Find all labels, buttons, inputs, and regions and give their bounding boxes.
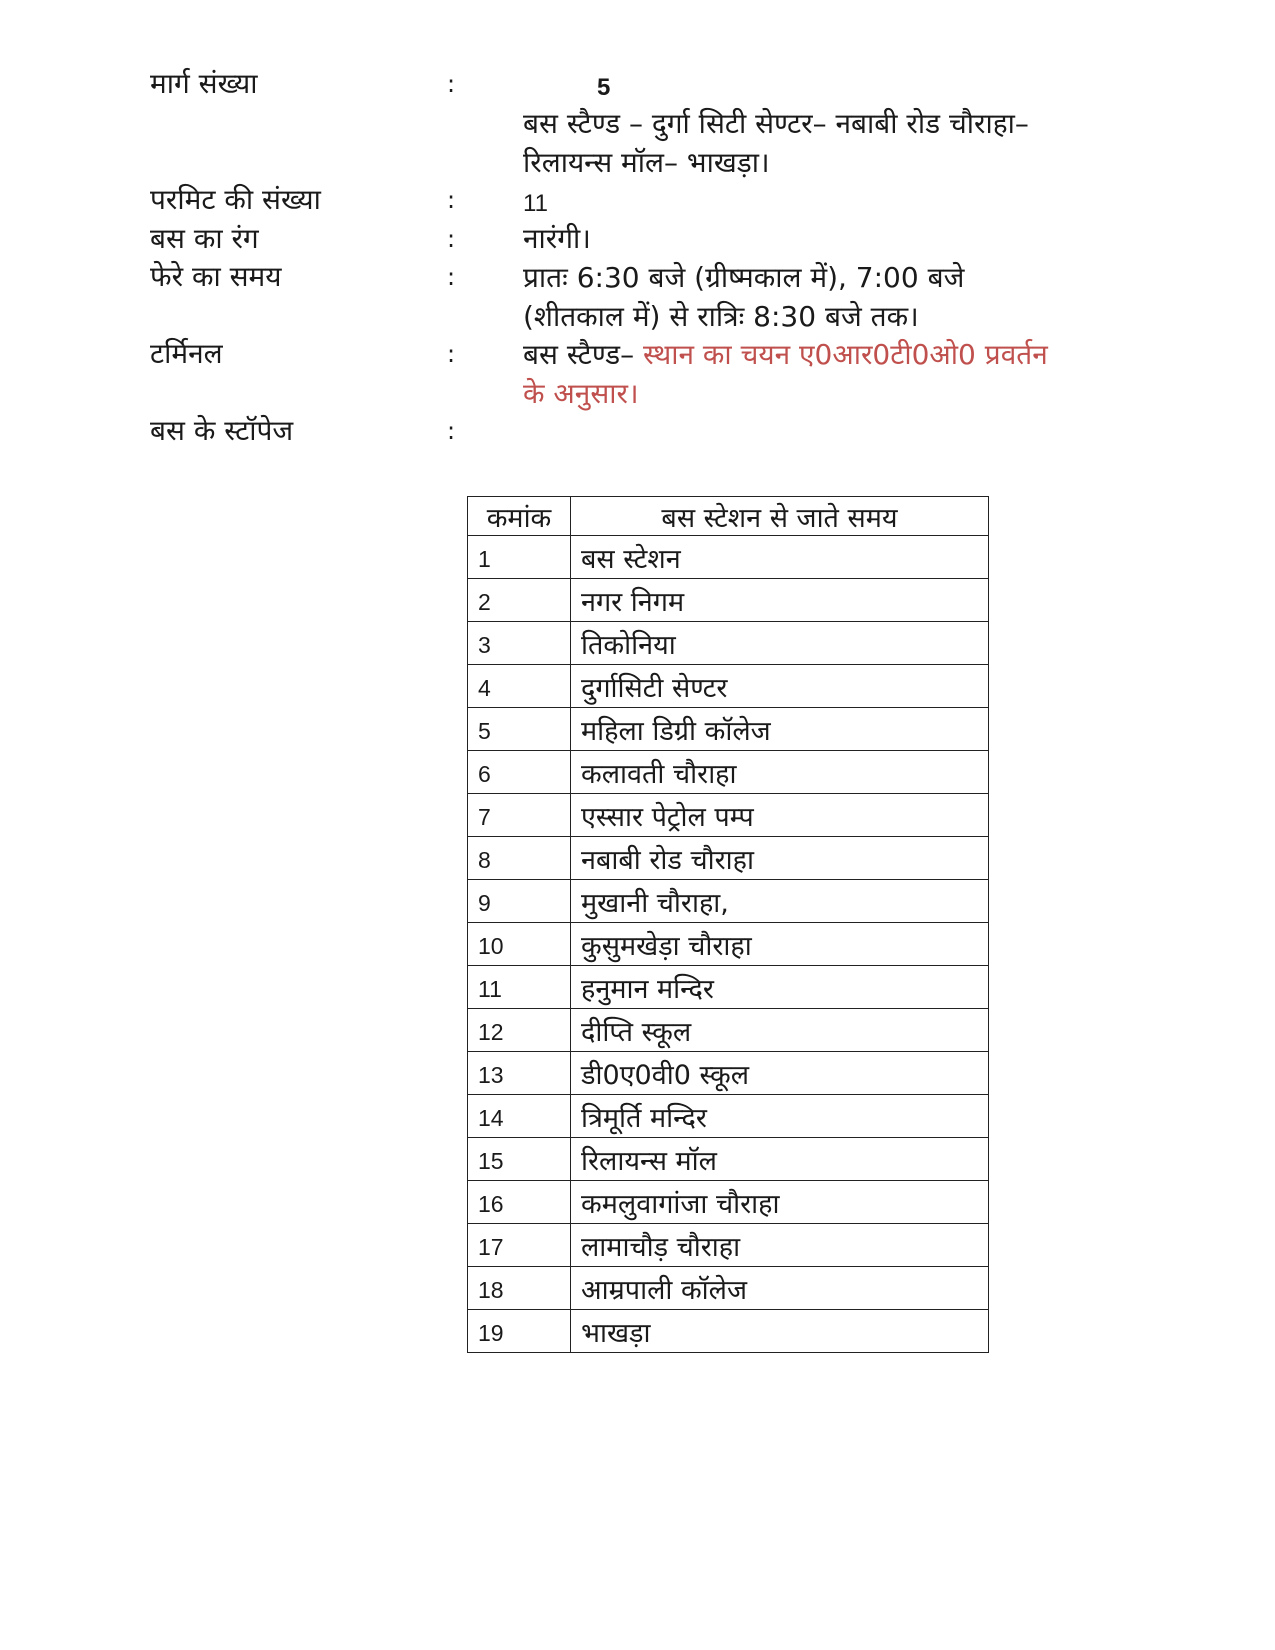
stop-name: एस्सार पेट्रोल पम्प [571,794,989,837]
terminal-value [523,335,1063,413]
stop-serial: 6 [468,751,571,794]
table-row [468,751,989,794]
stoppage-table [467,496,989,1353]
table-row [468,837,989,880]
stop-serial: 19 [468,1310,571,1353]
stop-serial: 7 [468,794,571,837]
stop-serial: 18 [468,1267,571,1310]
table-row [468,708,989,751]
colon-permit: : [447,186,456,214]
stop-name: दुर्गासिटी सेण्टर [571,665,989,708]
table-row [468,1138,989,1181]
stop-serial: 5 [468,708,571,751]
stop-name: हनुमान मन्दिर [571,966,989,1009]
permit-label: परमिट की संख्या [150,183,321,216]
colon-route: : [447,70,456,98]
table-header-row [468,497,989,536]
colon-time: : [447,263,456,291]
table-row [468,536,989,579]
table-row [468,966,989,1009]
route-number: 5 [597,74,611,101]
route-path: बस स्टैण्ड – दुर्गा सिटी सेण्टर– नबाबी रोड चौराहा– रिलायन्स मॉल– भाखड़ा। [523,107,1029,179]
terminal-label: टर्मिनल [150,337,223,370]
stop-name: आम्रपाली कॉलेज [571,1267,989,1310]
table-row [468,1009,989,1052]
stop-serial: 2 [468,579,571,622]
table-row [468,622,989,665]
stop-serial: 14 [468,1095,571,1138]
stop-serial: 16 [468,1181,571,1224]
stop-name: रिलायन्स मॉल [571,1138,989,1181]
stop-name: कलावती चौराहा [571,751,989,794]
table-row [468,1181,989,1224]
colon-terminal: : [447,340,456,368]
stop-serial: 8 [468,837,571,880]
color-value: नारंगी। [523,222,591,255]
table-body [468,536,989,1353]
stop-name: त्रिमूर्ति मन्दिर [571,1095,989,1138]
stop-name: नगर निगम [571,579,989,622]
stop-name: मुखानी चौराहा, [571,880,989,923]
stop-name: बस स्टेशन [571,536,989,579]
stop-name: तिकोनिया [571,622,989,665]
stop-name: दीप्ति स्कूल [571,1009,989,1052]
stop-name: डी0ए0वी0 स्कूल [571,1052,989,1095]
table-row [468,1267,989,1310]
stop-serial: 9 [468,880,571,923]
stop-name: नबाबी रोड चौराहा [571,837,989,880]
colon-stoppage: : [447,417,456,445]
table-row [468,1224,989,1267]
stoppage-label: बस के स्टॉपेज [150,414,294,447]
table-row [468,579,989,622]
table-row [468,1095,989,1138]
header-serial: कमांक [468,497,571,536]
stop-name: लामाचौड़ चौराहा [571,1224,989,1267]
stop-serial: 3 [468,622,571,665]
stop-name: महिला डिग्री कॉलेज [571,708,989,751]
stop-serial: 10 [468,923,571,966]
time-value: प्रातः 6:30 बजे (ग्रीष्मकाल में), 7:00 बजे (शीतकाल में) से रात्रिः 8:30 बजे तक। [523,261,965,333]
stop-serial: 4 [468,665,571,708]
table-row [468,1310,989,1353]
terminal-value-note: स्थान का चयन ए0आर0टी0ओ0 प्रवर्तन के अनुसार। [523,338,1048,410]
table-row [468,923,989,966]
stop-serial: 1 [468,536,571,579]
color-label: बस का रंग [150,222,259,255]
header-stop: बस स्टेशन से जाते समय [571,497,989,536]
stop-serial: 12 [468,1009,571,1052]
table-row [468,1052,989,1095]
stop-name: कुसुमखेड़ा चौराहा [571,923,989,966]
stop-serial: 11 [468,966,571,1009]
stop-serial: 17 [468,1224,571,1267]
colon-color: : [447,225,456,253]
table-row [468,880,989,923]
table-row [468,794,989,837]
table-row [468,665,989,708]
stop-name: भाखड़ा [571,1310,989,1353]
stop-name: कमलुवागांजा चौराहा [571,1181,989,1224]
stop-serial: 13 [468,1052,571,1095]
route-label: मार्ग संख्या [150,67,258,100]
time-label: फेरे का समय [150,260,282,293]
permit-value: 11 [523,190,548,217]
terminal-value-station: बस स्टैण्ड– [523,338,635,371]
stop-serial: 15 [468,1138,571,1181]
